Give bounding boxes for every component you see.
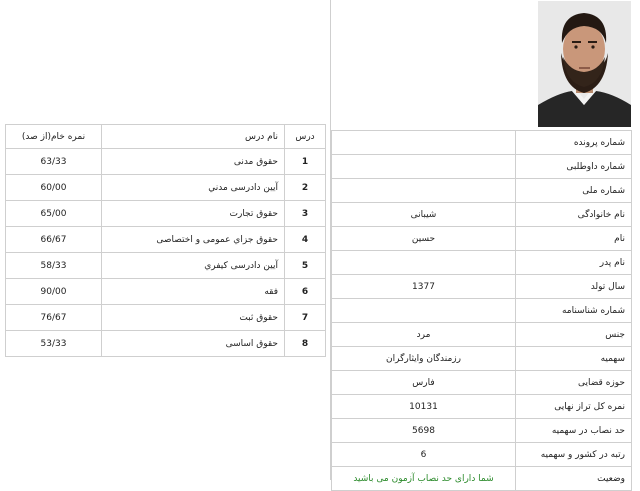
course-index: 3 (285, 201, 326, 227)
table-row (6, 305, 326, 331)
course-score: 58/33 (6, 253, 102, 279)
course-score: 76/67 (6, 305, 102, 331)
course-index: 5 (285, 253, 326, 279)
status-message: شما دارای حد نصاب آزمون می باشید (332, 467, 516, 491)
info-label: نام (516, 227, 632, 251)
table-row (6, 227, 326, 253)
course-index: 6 (285, 279, 326, 305)
info-value: 6 (332, 443, 516, 467)
info-row-final-score (332, 395, 632, 419)
course-score: 60/00 (6, 175, 102, 201)
info-label: حوزه قضایی (516, 371, 632, 395)
info-label: شماره پرونده (516, 131, 632, 155)
info-value: فارس (332, 371, 516, 395)
course-name: حقوق اساسی (102, 331, 285, 357)
info-value (332, 299, 516, 323)
course-score: 66/67 (6, 227, 102, 253)
info-row-national-id (332, 179, 632, 203)
info-value: رزمندگان وایثارگران (332, 347, 516, 371)
info-value: شیبانی (332, 203, 516, 227)
table-row (6, 331, 326, 357)
grades-table (5, 124, 326, 357)
course-name: حقوق تجارت (102, 201, 285, 227)
header-course: نام درس (102, 125, 285, 149)
table-row (6, 149, 326, 175)
course-name: حقوق جزاي عمومی و اختصاصی (102, 227, 285, 253)
info-label: نام پدر (516, 251, 632, 275)
course-score: 65/00 (6, 201, 102, 227)
candidate-photo (538, 1, 631, 127)
course-name: آیین دادرسی کیفري (102, 253, 285, 279)
course-name: آیین دادرسی مدني (102, 175, 285, 201)
info-value: 1377 (332, 275, 516, 299)
table-row (6, 175, 326, 201)
course-index: 7 (285, 305, 326, 331)
info-row-file-number (332, 131, 632, 155)
info-value: مرد (332, 323, 516, 347)
info-row-quota (332, 347, 632, 371)
grades-header-row (6, 125, 326, 149)
course-index: 2 (285, 175, 326, 201)
info-row-birth-year (332, 275, 632, 299)
course-score: 90/00 (6, 279, 102, 305)
info-row-last-name (332, 203, 632, 227)
info-value (332, 251, 516, 275)
course-index: 4 (285, 227, 326, 253)
info-label: شماره ملی (516, 179, 632, 203)
course-score: 53/33 (6, 331, 102, 357)
info-value (332, 155, 516, 179)
info-value (332, 179, 516, 203)
info-row-first-name (332, 227, 632, 251)
info-value: حسین (332, 227, 516, 251)
info-row-gender (332, 323, 632, 347)
info-row-quota-threshold (332, 419, 632, 443)
course-name: فقه (102, 279, 285, 305)
info-value (332, 131, 516, 155)
info-label: جنس (516, 323, 632, 347)
info-label: وضعیت (516, 467, 632, 491)
info-row-judicial-district (332, 371, 632, 395)
info-label: سهمیه (516, 347, 632, 371)
course-index: 8 (285, 331, 326, 357)
info-label: حد نصاب در سهمیه (516, 419, 632, 443)
table-row (6, 253, 326, 279)
candidate-info-table (331, 130, 632, 491)
course-index: 1 (285, 149, 326, 175)
info-label: شماره داوطلبی (516, 155, 632, 179)
info-label: نام خانوادگی (516, 203, 632, 227)
info-label: رتبه در کشور و سهمیه (516, 443, 632, 467)
course-name: حقوق ثبت (102, 305, 285, 331)
header-index: درس (285, 125, 326, 149)
table-row (6, 279, 326, 305)
table-row (6, 201, 326, 227)
info-label: سال تولد (516, 275, 632, 299)
info-row-candidate-number (332, 155, 632, 179)
info-row-father-name (332, 251, 632, 275)
info-value: 5698 (332, 419, 516, 443)
header-score: نمره خام(از صد) (6, 125, 102, 149)
info-row-rank (332, 443, 632, 467)
course-score: 63/33 (6, 149, 102, 175)
course-name: حقوق مدنی (102, 149, 285, 175)
info-value: 10131 (332, 395, 516, 419)
info-label: شماره شناسنامه (516, 299, 632, 323)
info-label: نمره کل تراز نهایی (516, 395, 632, 419)
info-row-status (332, 467, 632, 491)
info-row-id-number (332, 299, 632, 323)
